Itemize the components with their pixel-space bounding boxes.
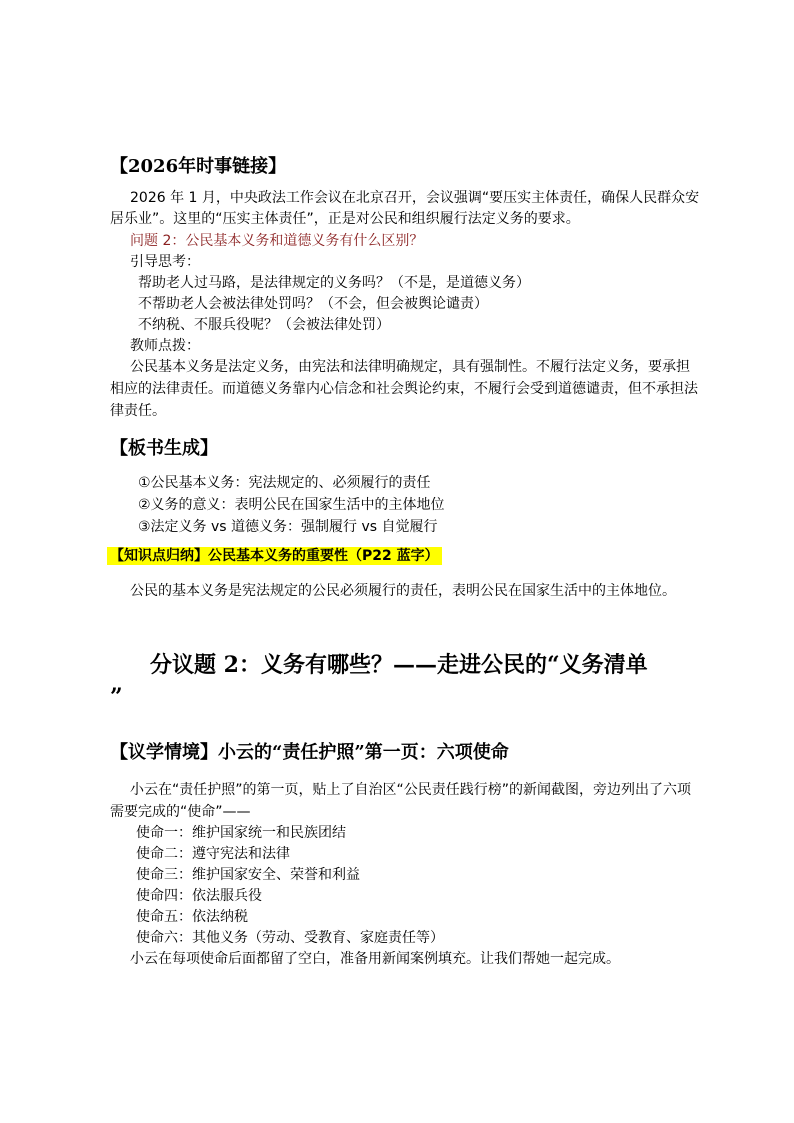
mission-1: 使命一：维护国家统一和民族团结	[136, 825, 346, 841]
sub-topic-title-tail: ”	[110, 684, 123, 710]
guide-label: 引导思考：	[130, 254, 200, 270]
scenario-line-1: 小云在“责任护照”的第一页，贴上了自治区“公民责任践行榜”的新闻截图，旁边列出了六项	[130, 782, 692, 798]
section-heading-scenario: 【议学情境】小云的“责任护照”第一页：六项使命	[110, 742, 509, 763]
news-paragraph-line2: 居乐业”。这里的“压实主体责任”，正是对公民和组织履行法定义务的要求。	[110, 211, 580, 227]
mission-6: 使命六：其他义务（劳动、受教育、家庭责任等）	[136, 930, 444, 946]
teacher-line-2: 相应的法律责任。而道德义务靠内心信念和社会舆论约束，不履行会受到道德谴责，但不承担法	[110, 381, 698, 397]
scenario-closing: 小云在每项使命后面都留了空白，准备用新闻案例填充。让我们帮她一起完成。	[130, 951, 620, 967]
sub-topic-title: 分议题 2：义务有哪些？——走进公民的“义务清单	[150, 652, 648, 678]
mission-4: 使命四：依法服兵役	[136, 888, 262, 904]
board-item-3: ③法定义务 vs 道德义务：强制履行 vs 自觉履行	[138, 519, 438, 535]
knowledge-highlight	[107, 545, 442, 565]
section-heading-news: 【2026年时事链接】	[110, 156, 287, 177]
scenario-line-2: 需要完成的“使命”——	[110, 804, 251, 820]
guide-question-1: 帮助老人过马路，是法律规定的义务吗？（不是，是道德义务）	[138, 275, 530, 291]
mission-3: 使命三：维护国家安全、荣誉和利益	[136, 867, 360, 883]
question-2: 问题 2：公民基本义务和道德义务有什么区别？	[130, 233, 424, 249]
board-item-1: ①公民基本义务：宪法规定的、必须履行的责任	[138, 475, 431, 491]
section-heading-board: 【板书生成】	[110, 438, 218, 459]
mission-2: 使命二：遵守宪法和法律	[136, 846, 290, 862]
guide-question-3: 不纳税、不服兵役呢？（会被法律处罚）	[138, 317, 390, 333]
teacher-line-1: 公民基本义务是法定义务，由宪法和法律明确规定，具有强制性。不履行法定义务，要承担	[130, 359, 690, 375]
mission-5: 使命五：依法纳税	[136, 909, 248, 925]
teacher-line-3: 律责任。	[110, 403, 166, 419]
knowledge-summary: 公民的基本义务是宪法规定的公民必须履行的责任，表明公民在国家生活中的主体地位。	[130, 583, 676, 599]
teacher-label: 教师点拨：	[130, 338, 200, 354]
guide-question-2: 不帮助老人会被法律处罚吗？（不会，但会被舆论谴责）	[138, 296, 488, 312]
news-paragraph-line1: 2026 年 1 月，中央政法工作会议在北京召开，会议强调“要压实主体责任，确保人民群众安	[130, 190, 700, 206]
board-item-2: ②义务的意义：表明公民在国家生活中的主体地位	[138, 497, 445, 513]
knowledge-highlight-text: 【知识点归纳】公民基本义务的重要性（P22 蓝字）	[107, 547, 442, 565]
